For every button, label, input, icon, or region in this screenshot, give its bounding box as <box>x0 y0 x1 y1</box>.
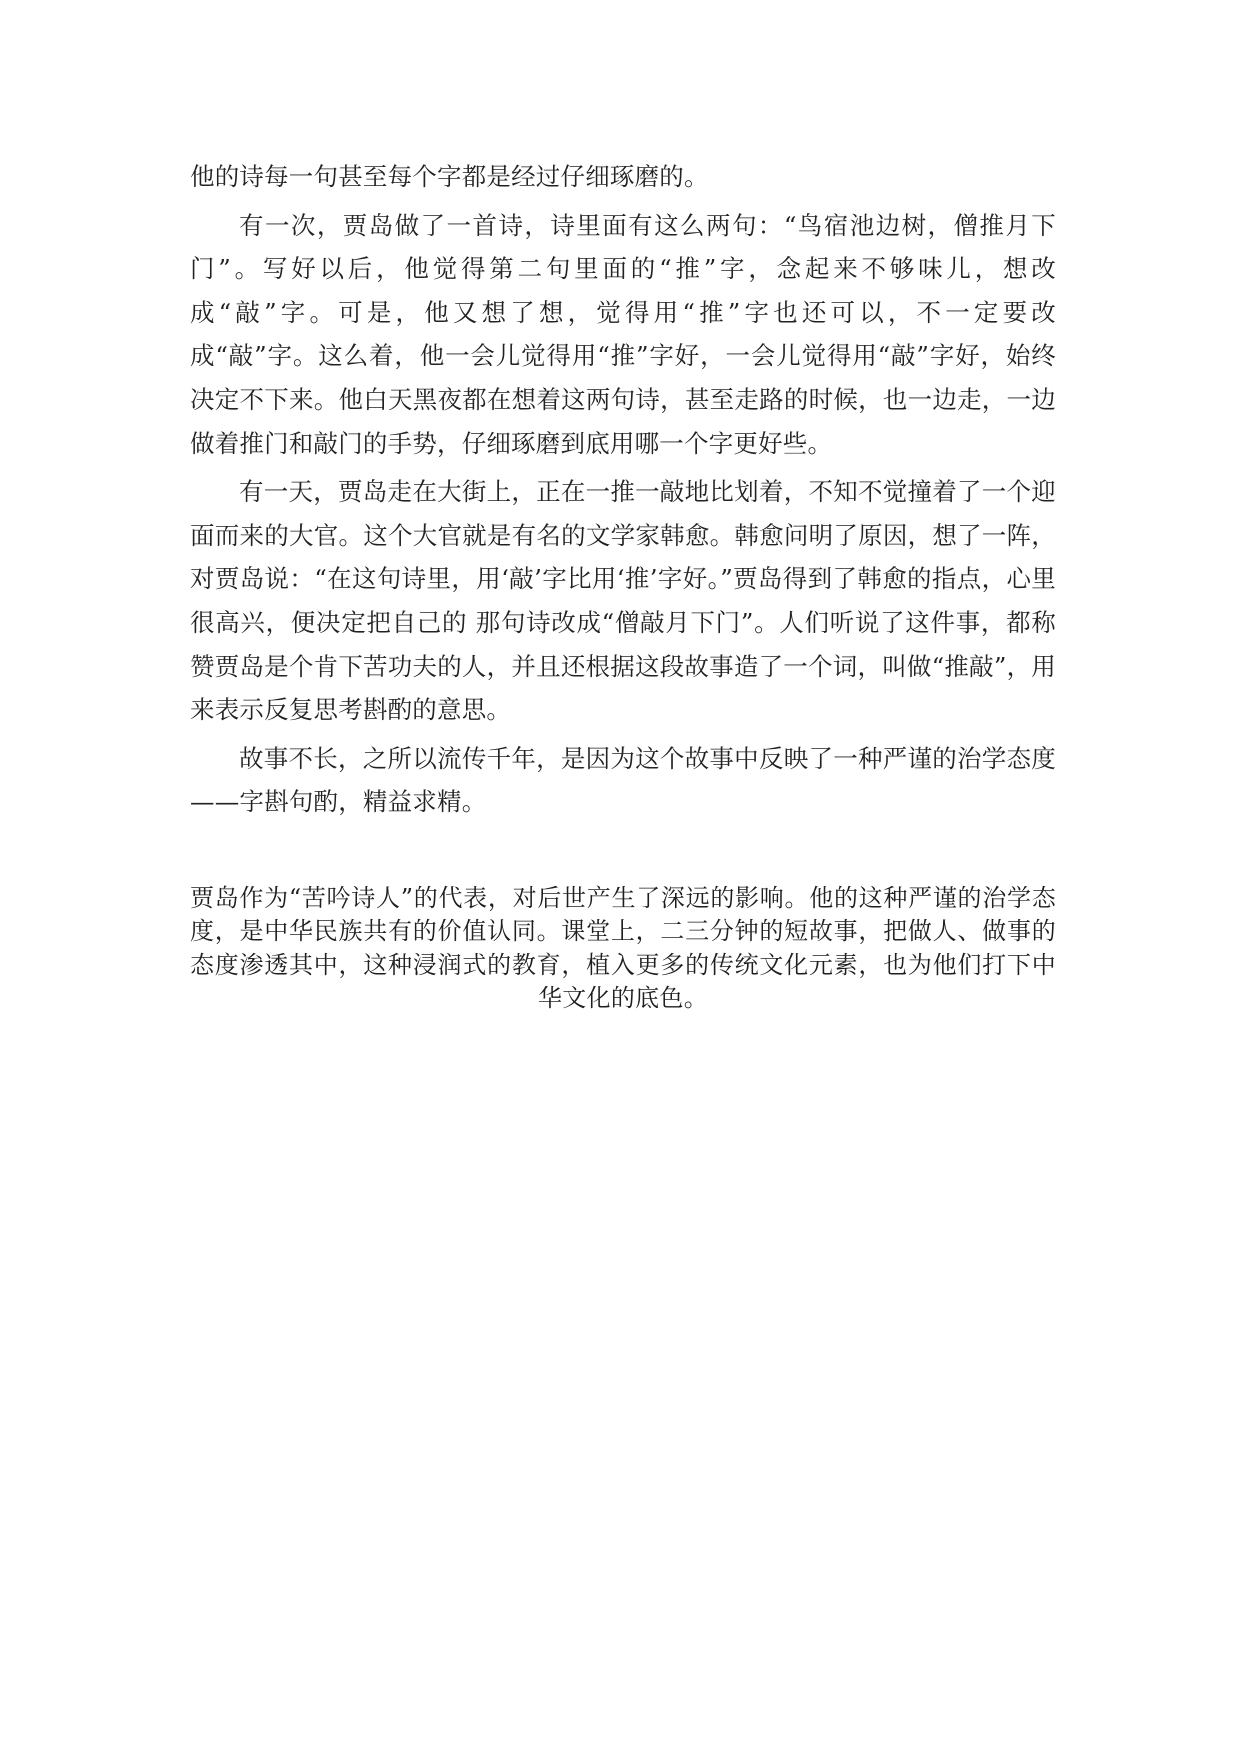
paragraph-poem-story: 有一次，贾岛做了一首诗，诗里面有这么两句：“鸟宿池边树，僧推月下门”。写好以后，他觉得第二句里面的“推”字，念起来不够味儿，想改成“敲”字。可是，他又想了想，觉得用“推”字也还可以，不一定要改成“敲”字。这么着，他一会儿觉得用“推”字好，一会儿觉得用“敲”字好，始终决定不下来。他白天黑夜都在想着这两句诗，甚至走路的时候，也一边走，一边做着推门和敲门的手势，仔细琢磨到底用哪一个字更好些。 <box>190 210 1056 458</box>
paragraph-moral: 故事不长，之所以流传千年，是因为这个故事中反映了一种严谨的治学态度——字斟句酌，精益求精。 <box>190 743 1056 817</box>
paragraph-continuation: 他的诗每一句甚至每个字都是经过仔细琢磨的。 <box>190 162 709 191</box>
closing-paragraph: 贾岛作为“苦吟诗人”的代表，对后世产生了深远的影响。他的这种严谨的治学态度，是中华民族共有的价值认同。课堂上，二三分钟的短故事，把做人、做事的态度渗透其中，这种浸润式的教育，植入更多的传统文化元素，也为他们打下中华文化的底色。 <box>190 884 1056 1013</box>
paragraph-han-yu: 有一天，贾岛走在大街上，正在一推一敲地比划着，不知不觉撞着了一个迎面而来的大官。这个大官就是有名的文学家韩愈。韩愈问明了原因，想了一阵，对贾岛说：“在这句诗里，用‘敲’字比用‘推’字好。”贾岛得到了韩愈的指点，心里很高兴，便决定把自己的 那句诗改成“僧敲月下门”。人们听说了这件事，都称赞贾岛是个肯下苦功夫的人，并且还根据这段故事造了一个词，叫做“推敲”，用来表示反复思考斟酌的意思。 <box>190 477 1056 725</box>
document-body <box>190 155 1056 824</box>
